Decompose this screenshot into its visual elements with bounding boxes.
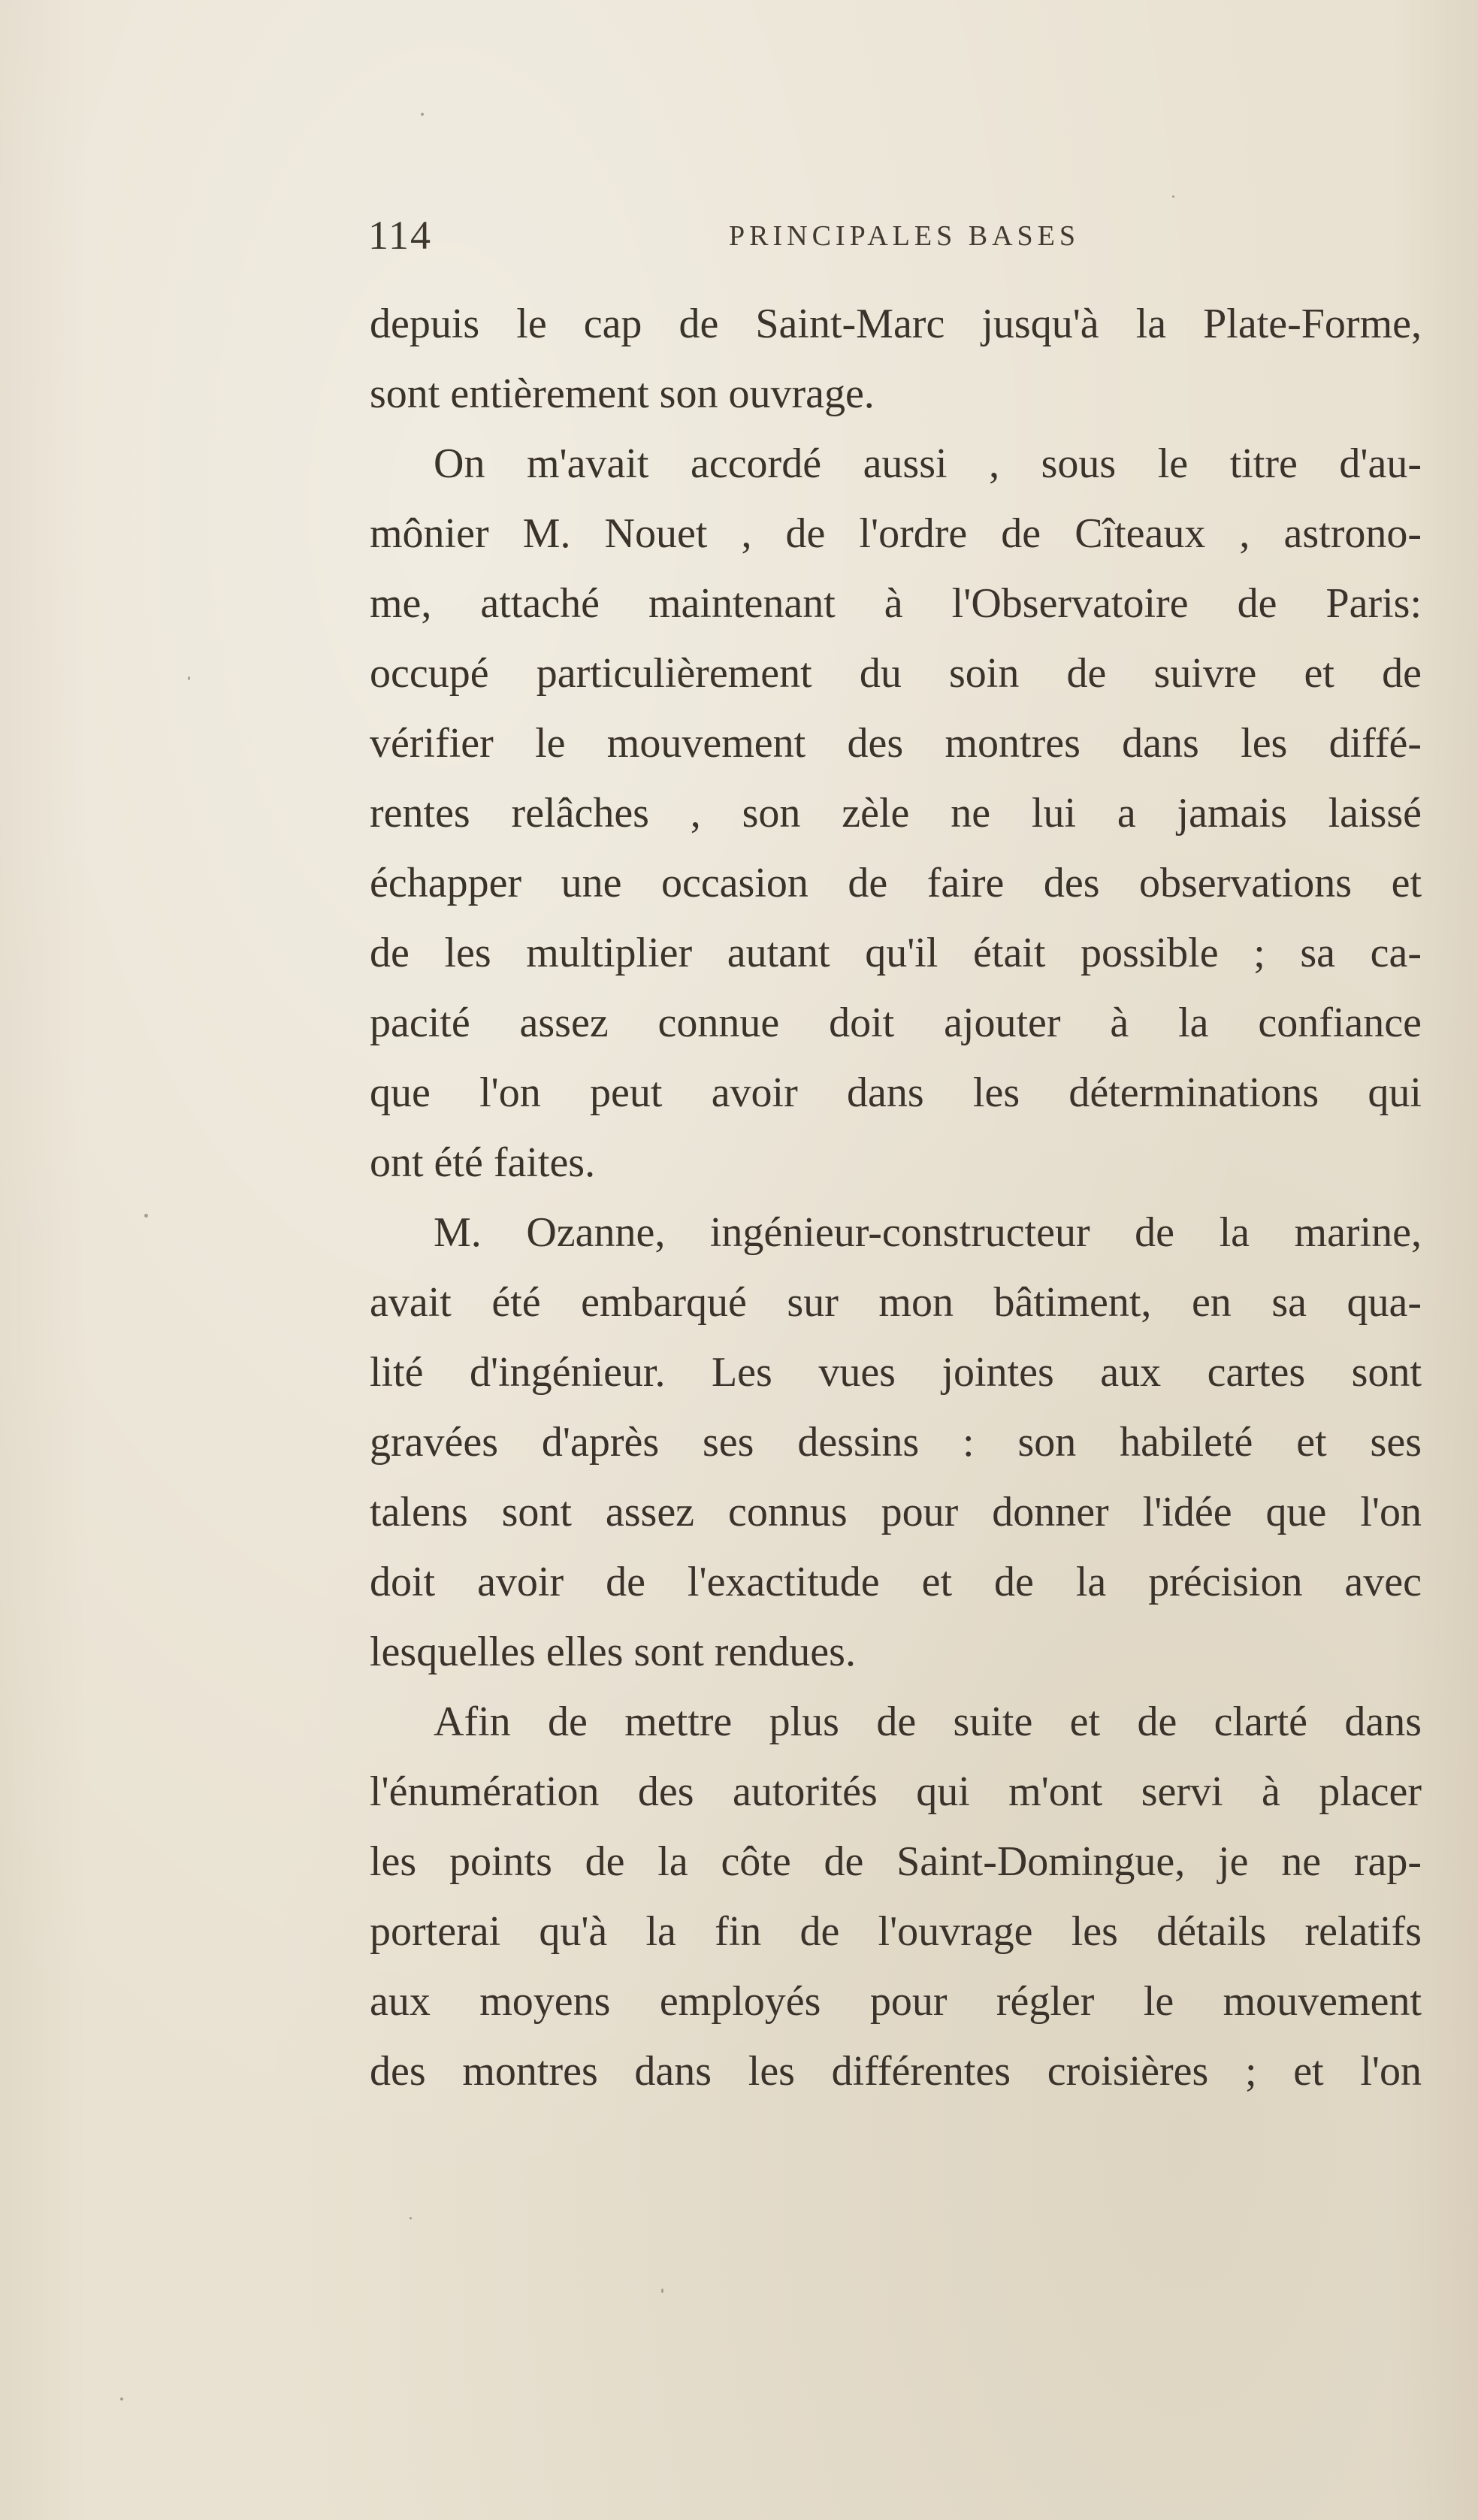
text-line: les points de la côte de Saint-Domingue, je ne rap- (370, 1838, 1422, 1885)
text-line: occupé particulièrement du soin de suivre et de (370, 650, 1422, 697)
text-line: On m'avait accordé aussi , sous le titre d'au- (434, 440, 1422, 487)
paper-speck (144, 1214, 148, 1218)
paper-speck (421, 113, 424, 116)
text-line: rentes relâches , son zèle ne lui a jamais laissé (370, 790, 1422, 836)
text-line: échapper une occasion de faire des observations et (370, 860, 1422, 906)
text-line: sont entièrement son ouvrage. (370, 371, 875, 417)
text-line: lesquelles elles sont rendues. (370, 1629, 856, 1675)
text-line: M. Ozanne, ingénieur-constructeur de la marine, (434, 1209, 1422, 1256)
body-text (370, 289, 1422, 2107)
text-line: vérifier le mouvement des montres dans les diffé- (370, 720, 1422, 767)
text-line: aux moyens employés pour régler le mouvement (370, 1978, 1422, 2025)
text-line: gravées d'après ses dessins : son habileté et ses (370, 1419, 1422, 1466)
page-header (368, 212, 1127, 265)
text-line: Afin de mettre plus de suite et de clarté dans (434, 1699, 1422, 1745)
running-head: PRINCIPALES BASES (729, 220, 1080, 252)
text-line: mônier M. Nouet , de l'ordre de Cîteaux , astrono- (370, 510, 1422, 557)
text-line: que l'on peut avoir dans les déterminations qui (370, 1069, 1422, 1116)
text-line: pacité assez connue doit ajouter à la confiance (370, 1000, 1422, 1046)
text-line: de les multiplier autant qu'il était possible ; sa ca- (370, 930, 1422, 976)
text-line: depuis le cap de Saint-Marc jusqu'à la Plate-Forme, (370, 301, 1422, 347)
text-line: des montres dans les différentes croisières ; et l'on (370, 2048, 1422, 2095)
text-line: talens sont assez connus pour donner l'idée que l'on (370, 1489, 1422, 1535)
text-line: porterai qu'à la fin de l'ouvrage les détails relatifs (370, 1908, 1422, 1955)
text-line: l'énumération des autorités qui m'ont servi à placer (370, 1768, 1422, 1815)
text-line: doit avoir de l'exactitude et de la précision avec (370, 1559, 1422, 1605)
paper-speck (1172, 195, 1174, 198)
paper-speck (410, 2217, 412, 2219)
paper-speck (120, 2397, 123, 2401)
page-number: 114 (368, 213, 432, 258)
text-line: me, attaché maintenant à l'Observatoire de Paris: (370, 580, 1422, 627)
text-line: lité d'ingénieur. Les vues jointes aux cartes sont (370, 1349, 1422, 1396)
paper-speck (661, 2289, 663, 2293)
paper-speck (188, 676, 190, 680)
text-line: avait été embarqué sur mon bâtiment, en sa qua- (370, 1279, 1422, 1326)
text-line: ont été faites. (370, 1139, 596, 1186)
